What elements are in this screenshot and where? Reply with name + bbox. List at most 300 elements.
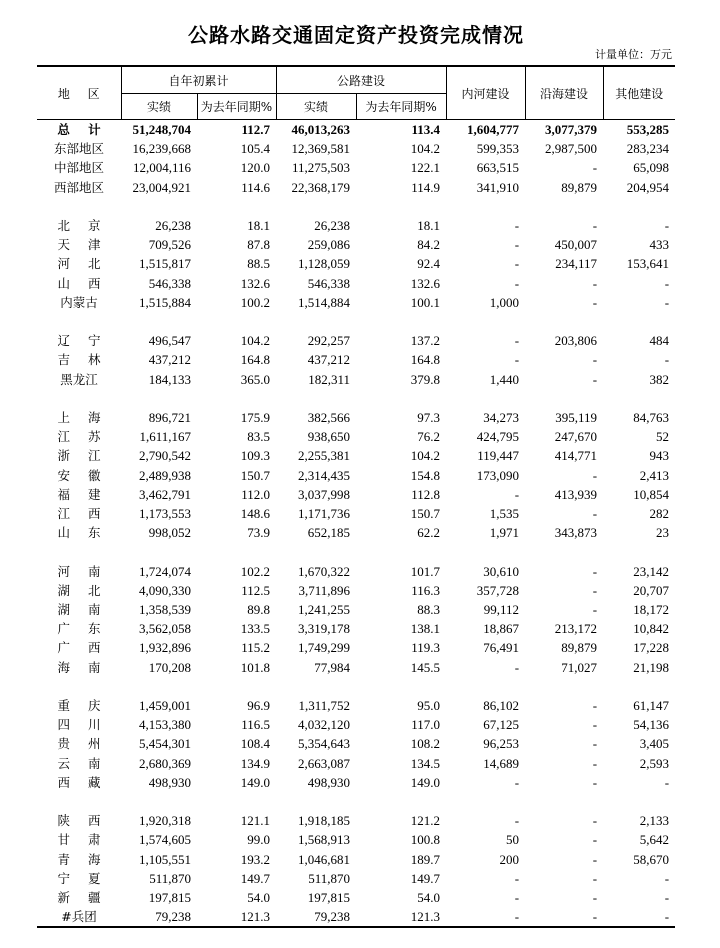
other-cell: 2,413 <box>639 467 670 483</box>
section-gap-cell <box>37 389 675 408</box>
inland-waterway-cell: 86,102 <box>483 698 520 714</box>
highway-yoy-cell: 100.8 <box>410 832 441 848</box>
region-cell: 总 计 <box>57 122 101 137</box>
other-cell: 553,285 <box>626 122 670 137</box>
ytd-actual-cell: 26,238 <box>155 218 191 233</box>
other-cell: 10,842 <box>633 621 670 637</box>
table-row <box>37 446 675 465</box>
highway-yoy-cell: 88.3 <box>417 602 441 618</box>
highway-actual-cell: 26,238 <box>314 218 351 233</box>
ytd-actual-cell: 1,920,318 <box>139 813 191 829</box>
ytd-yoy-cell: 102.2 <box>240 563 271 579</box>
highway-actual-cell: 3,319,178 <box>298 621 351 637</box>
coastal-cell: 89,879 <box>561 640 598 656</box>
header-inland-waterway: 内河建设 <box>446 66 525 120</box>
ytd-actual-cell: 511,870 <box>149 870 191 886</box>
ytd-actual-cell: 998,052 <box>148 525 191 541</box>
inland-waterway-cell: 14,689 <box>483 755 520 771</box>
ytd-yoy-cell: 121.3 <box>240 909 271 925</box>
ytd-yoy-cell: 121.1 <box>240 813 271 829</box>
highway-yoy-cell: 150.7 <box>410 506 441 522</box>
highway-actual-cell: 1,046,681 <box>298 851 351 867</box>
coastal-cell: - <box>592 275 598 291</box>
coastal-cell: 450,007 <box>554 237 598 253</box>
inland-waterway-cell: 599,353 <box>476 141 520 157</box>
region-cell: 陕 西 <box>57 813 101 829</box>
coastal-cell: - <box>592 755 598 771</box>
inland-waterway-cell: - <box>514 352 520 368</box>
region-cell: 浙 江 <box>57 448 101 464</box>
ytd-yoy-cell: 108.4 <box>240 736 271 752</box>
section-gap <box>37 542 675 561</box>
inland-waterway-cell: - <box>514 813 520 829</box>
table-row <box>37 408 675 427</box>
ytd-actual-cell: 4,090,330 <box>139 582 191 598</box>
header-highway-construction: 公路建设 <box>276 66 446 94</box>
coastal-cell: 395,119 <box>555 410 598 425</box>
coastal-cell: - <box>592 870 598 886</box>
highway-yoy-cell: 145.5 <box>410 659 441 675</box>
inland-waterway-cell: 99,112 <box>483 602 520 618</box>
ytd-yoy-cell: 112.5 <box>241 582 271 598</box>
ytd-yoy-cell: 175.9 <box>240 410 271 425</box>
region-cell: 东部地区 <box>53 141 104 157</box>
total-row <box>37 120 675 140</box>
region-cell: 河 南 <box>57 563 101 579</box>
region-cell: 贵 州 <box>57 736 101 752</box>
table-row <box>37 235 675 254</box>
page-title: 公路水路交通固定资产投资完成情况 <box>188 23 524 47</box>
inland-waterway-cell: - <box>514 774 520 790</box>
section-gap <box>37 312 675 331</box>
other-cell: - <box>664 909 670 925</box>
table-row <box>37 830 675 849</box>
ytd-yoy-cell: 116.5 <box>241 717 271 733</box>
section-gap-cell <box>37 677 675 696</box>
inland-waterway-cell: - <box>514 659 520 675</box>
region-cell: 湖 北 <box>57 582 101 598</box>
table-row <box>37 504 675 523</box>
ytd-yoy-cell: 134.9 <box>240 755 271 771</box>
ytd-yoy-cell: 105.4 <box>240 141 271 157</box>
highway-yoy-cell: 62.2 <box>417 525 441 541</box>
inland-waterway-cell: 96,253 <box>483 736 520 752</box>
inland-waterway-cell: 424,795 <box>476 429 520 445</box>
highway-yoy-cell: 149.7 <box>410 870 441 886</box>
highway-yoy-cell: 54.0 <box>417 890 441 906</box>
other-cell: 52 <box>656 429 670 445</box>
highway-yoy-cell: 114.9 <box>411 179 441 195</box>
ytd-actual-cell: 1,574,605 <box>139 832 191 848</box>
ytd-yoy-cell: 109.3 <box>240 448 271 464</box>
ytd-yoy-cell: 87.8 <box>247 237 271 253</box>
other-cell: 58,670 <box>633 851 670 867</box>
inland-waterway-cell: 200 <box>499 851 520 867</box>
ytd-yoy-cell: 112.7 <box>241 122 271 137</box>
inland-waterway-cell: - <box>514 890 520 906</box>
ytd-yoy-cell: 96.9 <box>247 698 271 714</box>
table-row <box>37 907 675 927</box>
highway-yoy-cell: 18.1 <box>417 218 441 233</box>
table-row <box>37 293 675 312</box>
coastal-cell: - <box>592 582 598 598</box>
region-cell: 广 东 <box>57 621 101 637</box>
highway-actual-cell: 3,037,998 <box>298 486 351 502</box>
ytd-actual-cell: 1,459,001 <box>139 698 191 714</box>
highway-yoy-cell: 189.7 <box>410 851 441 867</box>
table-row <box>37 370 675 389</box>
table-row <box>37 178 675 197</box>
highway-yoy-cell: 95.0 <box>417 698 441 714</box>
inland-waterway-cell: 18,867 <box>483 621 520 637</box>
ytd-actual-cell: 12,004,116 <box>132 160 191 176</box>
inland-waterway-cell: - <box>514 909 520 925</box>
table-row <box>37 466 675 485</box>
other-cell: 2,593 <box>639 755 670 771</box>
inland-waterway-cell: 34,273 <box>483 410 520 425</box>
ytd-actual-cell: 709,526 <box>148 237 191 253</box>
other-cell: 153,641 <box>626 256 670 272</box>
table-row <box>37 216 675 235</box>
table-row <box>37 274 675 293</box>
other-cell: 65,098 <box>633 160 670 176</box>
highway-actual-cell: 1,749,299 <box>298 640 351 656</box>
ytd-actual-cell: 16,239,668 <box>132 141 191 157</box>
inland-waterway-cell: - <box>514 333 520 349</box>
header-ytd-yoy-percent: 为去年同期% <box>197 94 276 120</box>
highway-actual-cell: 546,338 <box>307 275 351 291</box>
region-cell: 安 徽 <box>57 467 101 483</box>
region-cell: 中部地区 <box>53 160 104 176</box>
table-row <box>37 581 675 600</box>
highway-yoy-cell: 164.8 <box>410 352 441 368</box>
coastal-cell: 213,172 <box>554 621 598 637</box>
ytd-actual-cell: 498,930 <box>148 774 191 790</box>
inland-waterway-cell: 1,535 <box>489 506 520 522</box>
highway-actual-cell: 1,670,322 <box>298 563 351 579</box>
inland-waterway-cell: 1,971 <box>489 525 520 541</box>
ytd-yoy-cell: 89.8 <box>247 602 271 618</box>
ytd-yoy-cell: 133.5 <box>240 621 271 637</box>
region-cell: 重 庆 <box>57 698 101 714</box>
section-gap-cell <box>37 312 675 331</box>
highway-actual-cell: 4,032,120 <box>298 717 351 733</box>
inland-waterway-cell: - <box>514 870 520 886</box>
table-row <box>37 485 675 504</box>
ytd-yoy-cell: 120.0 <box>240 160 271 176</box>
ytd-yoy-cell: 150.7 <box>240 467 271 483</box>
ytd-actual-cell: 170,208 <box>148 659 191 675</box>
highway-yoy-cell: 121.3 <box>410 909 441 925</box>
region-cell: 上 海 <box>57 410 101 425</box>
ytd-yoy-cell: 132.6 <box>240 275 271 291</box>
other-cell: 21,198 <box>633 659 670 675</box>
ytd-actual-cell: 1,358,539 <box>139 602 191 618</box>
highway-actual-cell: 3,711,896 <box>298 582 351 598</box>
table-row <box>37 734 675 753</box>
region-cell: 江 西 <box>57 506 101 522</box>
ytd-yoy-cell: 149.7 <box>240 870 271 886</box>
coastal-cell: - <box>592 467 598 483</box>
highway-actual-cell: 652,185 <box>307 525 351 541</box>
ytd-actual-cell: 1,611,167 <box>139 429 191 445</box>
highway-yoy-cell: 116.3 <box>411 582 441 598</box>
highway-actual-cell: 11,275,503 <box>291 160 351 176</box>
header-row-1 <box>37 66 675 94</box>
coastal-cell: 2,987,500 <box>545 141 598 157</box>
section-gap <box>37 792 675 811</box>
table-row <box>37 888 675 907</box>
other-cell: 61,147 <box>633 698 670 714</box>
ytd-yoy-cell: 193.2 <box>240 851 271 867</box>
ytd-yoy-cell: 54.0 <box>247 890 271 906</box>
inland-waterway-cell: 50 <box>506 832 520 848</box>
highway-actual-cell: 12,369,581 <box>291 141 351 157</box>
ytd-actual-cell: 2,790,542 <box>139 448 191 464</box>
ytd-yoy-cell: 112.0 <box>241 486 271 502</box>
inland-waterway-cell: - <box>514 237 520 253</box>
ytd-actual-cell: 79,238 <box>155 909 191 925</box>
table-row <box>37 427 675 446</box>
highway-actual-cell: 2,663,087 <box>298 755 351 771</box>
header-coastal: 沿海建设 <box>525 66 603 120</box>
other-cell: - <box>664 890 670 906</box>
table-row <box>37 869 675 888</box>
coastal-cell: 234,117 <box>555 256 598 272</box>
coastal-cell: - <box>592 371 598 387</box>
coastal-cell: - <box>592 832 598 848</box>
highway-yoy-cell: 149.0 <box>410 774 441 790</box>
inland-waterway-cell: 30,610 <box>483 563 520 579</box>
ytd-yoy-cell: 104.2 <box>240 333 271 349</box>
ytd-actual-cell: 896,721 <box>148 410 191 425</box>
region-cell: #兵团 <box>61 909 97 925</box>
section-gap <box>37 197 675 216</box>
ytd-actual-cell: 1,515,884 <box>139 294 191 310</box>
highway-actual-cell: 1,128,059 <box>298 256 351 272</box>
region-cell: 天 津 <box>57 237 101 253</box>
inland-waterway-cell: 119,447 <box>477 448 520 464</box>
coastal-cell: - <box>592 774 598 790</box>
table-row <box>37 619 675 638</box>
region-cell: 山 东 <box>57 525 101 541</box>
table-row <box>37 696 675 715</box>
highway-yoy-cell: 122.1 <box>410 160 441 176</box>
ytd-yoy-cell: 18.1 <box>247 218 271 233</box>
coastal-cell: 89,879 <box>561 179 598 195</box>
region-cell: 西部地区 <box>53 179 104 195</box>
ytd-actual-cell: 1,724,074 <box>139 563 191 579</box>
highway-yoy-cell: 117.0 <box>411 717 441 733</box>
highway-yoy-cell: 92.4 <box>417 256 441 272</box>
ytd-yoy-cell: 83.5 <box>247 429 271 445</box>
coastal-cell: - <box>592 698 598 714</box>
highway-yoy-cell: 132.6 <box>410 275 441 291</box>
other-cell: - <box>664 352 670 368</box>
investment-table <box>37 65 675 928</box>
header-region: 地 区 <box>37 66 121 120</box>
coastal-cell: - <box>592 736 598 752</box>
region-cell: 西 藏 <box>57 774 101 790</box>
table-row <box>37 523 675 542</box>
other-cell: 18,172 <box>633 602 670 618</box>
other-cell: 382 <box>649 371 670 387</box>
highway-yoy-cell: 104.2 <box>410 448 441 464</box>
ytd-actual-cell: 3,562,058 <box>139 621 191 637</box>
table-row <box>37 158 675 177</box>
other-cell: - <box>664 774 670 790</box>
ytd-yoy-cell: 73.9 <box>247 525 271 541</box>
ytd-actual-cell: 4,153,380 <box>139 717 191 733</box>
header-ytd-actual: 实绩 <box>121 94 197 120</box>
coastal-cell: - <box>592 813 598 829</box>
ytd-actual-cell: 23,004,921 <box>132 179 191 195</box>
table-row <box>37 331 675 350</box>
coastal-cell: 71,027 <box>561 659 598 675</box>
other-cell: 484 <box>649 333 670 349</box>
coastal-cell: - <box>592 909 598 925</box>
highway-yoy-cell: 113.4 <box>411 122 441 137</box>
highway-actual-cell: 259,086 <box>307 237 351 253</box>
region-cell: 黑龙江 <box>60 371 98 387</box>
highway-yoy-cell: 154.8 <box>410 467 441 483</box>
ytd-actual-cell: 2,489,938 <box>139 467 191 483</box>
inland-waterway-cell: 663,515 <box>476 160 520 176</box>
highway-actual-cell: 79,238 <box>314 909 351 925</box>
table-row <box>37 850 675 869</box>
ytd-yoy-cell: 164.8 <box>240 352 271 368</box>
inland-waterway-cell: - <box>514 486 520 502</box>
ytd-actual-cell: 1,173,553 <box>139 506 191 522</box>
table-row <box>37 773 675 792</box>
inland-waterway-cell: 1,604,777 <box>467 122 520 137</box>
section-gap-cell <box>37 197 675 216</box>
section-gap <box>37 677 675 696</box>
region-cell: 湖 南 <box>57 602 101 618</box>
header-ytd-cumulative: 自年初累计 <box>121 66 276 94</box>
region-cell: 山 西 <box>57 275 101 291</box>
other-cell: - <box>664 870 670 886</box>
ytd-yoy-cell: 99.0 <box>247 832 271 848</box>
highway-actual-cell: 1,311,752 <box>298 698 351 714</box>
ytd-actual-cell: 496,547 <box>148 333 191 349</box>
region-cell: 广 西 <box>57 640 101 656</box>
coastal-cell: - <box>592 890 598 906</box>
table-row <box>37 254 675 273</box>
ytd-actual-cell: 1,932,896 <box>139 640 191 656</box>
region-cell: 新 疆 <box>57 890 101 906</box>
coastal-cell: 343,873 <box>554 525 598 541</box>
highway-actual-cell: 5,354,643 <box>298 736 351 752</box>
ytd-yoy-cell: 100.2 <box>240 294 271 310</box>
highway-actual-cell: 938,650 <box>307 429 351 445</box>
other-cell: 23,142 <box>633 563 670 579</box>
other-cell: 54,136 <box>633 717 670 733</box>
highway-actual-cell: 292,257 <box>307 333 351 349</box>
ytd-actual-cell: 197,815 <box>148 890 191 906</box>
region-cell: 宁 夏 <box>57 870 101 886</box>
highway-yoy-cell: 100.1 <box>410 294 441 310</box>
inland-waterway-cell: 67,125 <box>483 717 520 733</box>
other-cell: - <box>664 294 670 310</box>
ytd-actual-cell: 51,248,704 <box>132 122 191 137</box>
region-cell: 江 苏 <box>57 429 101 445</box>
highway-yoy-cell: 137.2 <box>410 333 441 349</box>
inland-waterway-cell: 173,090 <box>476 467 520 483</box>
coastal-cell: - <box>592 717 598 733</box>
inland-waterway-cell: - <box>514 275 520 291</box>
other-cell: - <box>664 275 670 291</box>
table-row <box>37 754 675 773</box>
inland-waterway-cell: 341,910 <box>476 179 520 195</box>
coastal-cell: 413,939 <box>554 486 598 502</box>
region-cell: 北 京 <box>57 218 101 233</box>
inland-waterway-cell: - <box>514 256 520 272</box>
highway-actual-cell: 77,984 <box>314 659 351 675</box>
table-body <box>37 120 675 928</box>
region-cell: 河 北 <box>57 256 101 272</box>
coastal-cell: 3,077,379 <box>545 122 598 137</box>
coastal-cell: - <box>592 352 598 368</box>
highway-actual-cell: 511,870 <box>308 870 351 886</box>
highway-yoy-cell: 138.1 <box>410 621 441 637</box>
ytd-actual-cell: 2,680,369 <box>139 755 191 771</box>
table-row <box>37 715 675 734</box>
highway-yoy-cell: 101.7 <box>410 563 441 579</box>
region-cell: 福 建 <box>57 486 101 502</box>
inland-waterway-cell: 357,728 <box>476 582 520 598</box>
other-cell: 943 <box>649 448 670 464</box>
other-cell: 3,405 <box>639 736 670 752</box>
region-cell: 云 南 <box>57 755 101 771</box>
region-cell: 四 川 <box>57 717 101 733</box>
highway-yoy-cell: 76.2 <box>417 429 441 445</box>
other-cell: 20,707 <box>633 582 670 598</box>
other-cell: 5,642 <box>639 832 670 848</box>
ytd-yoy-cell: 114.6 <box>241 179 271 195</box>
section-gap <box>37 389 675 408</box>
highway-yoy-cell: 97.3 <box>417 410 441 425</box>
highway-actual-cell: 2,314,435 <box>298 467 351 483</box>
ytd-yoy-cell: 148.6 <box>240 506 271 522</box>
highway-yoy-cell: 84.2 <box>417 237 441 253</box>
header-highway-actual: 实绩 <box>276 94 356 120</box>
table-header <box>37 66 675 120</box>
highway-actual-cell: 46,013,263 <box>291 122 351 137</box>
other-cell: - <box>664 218 670 233</box>
inland-waterway-cell: 1,000 <box>489 294 520 310</box>
ytd-actual-cell: 437,212 <box>148 352 191 368</box>
region-cell: 青 海 <box>57 851 101 867</box>
table-row <box>37 658 675 677</box>
other-cell: 23 <box>656 525 670 541</box>
highway-actual-cell: 1,241,255 <box>298 602 351 618</box>
other-cell: 17,228 <box>633 640 670 656</box>
other-cell: 84,763 <box>633 410 670 425</box>
highway-yoy-cell: 108.2 <box>410 736 441 752</box>
highway-yoy-cell: 121.2 <box>410 813 441 829</box>
other-cell: 204,954 <box>626 179 670 195</box>
other-cell: 10,854 <box>633 486 670 502</box>
coastal-cell: - <box>592 602 598 618</box>
highway-yoy-cell: 104.2 <box>410 141 441 157</box>
highway-yoy-cell: 379.8 <box>410 371 441 387</box>
other-cell: 283,234 <box>626 141 670 157</box>
coastal-cell: - <box>592 218 598 233</box>
highway-actual-cell: 1,171,736 <box>298 506 351 522</box>
coastal-cell: - <box>592 294 598 310</box>
ytd-yoy-cell: 365.0 <box>240 371 271 387</box>
